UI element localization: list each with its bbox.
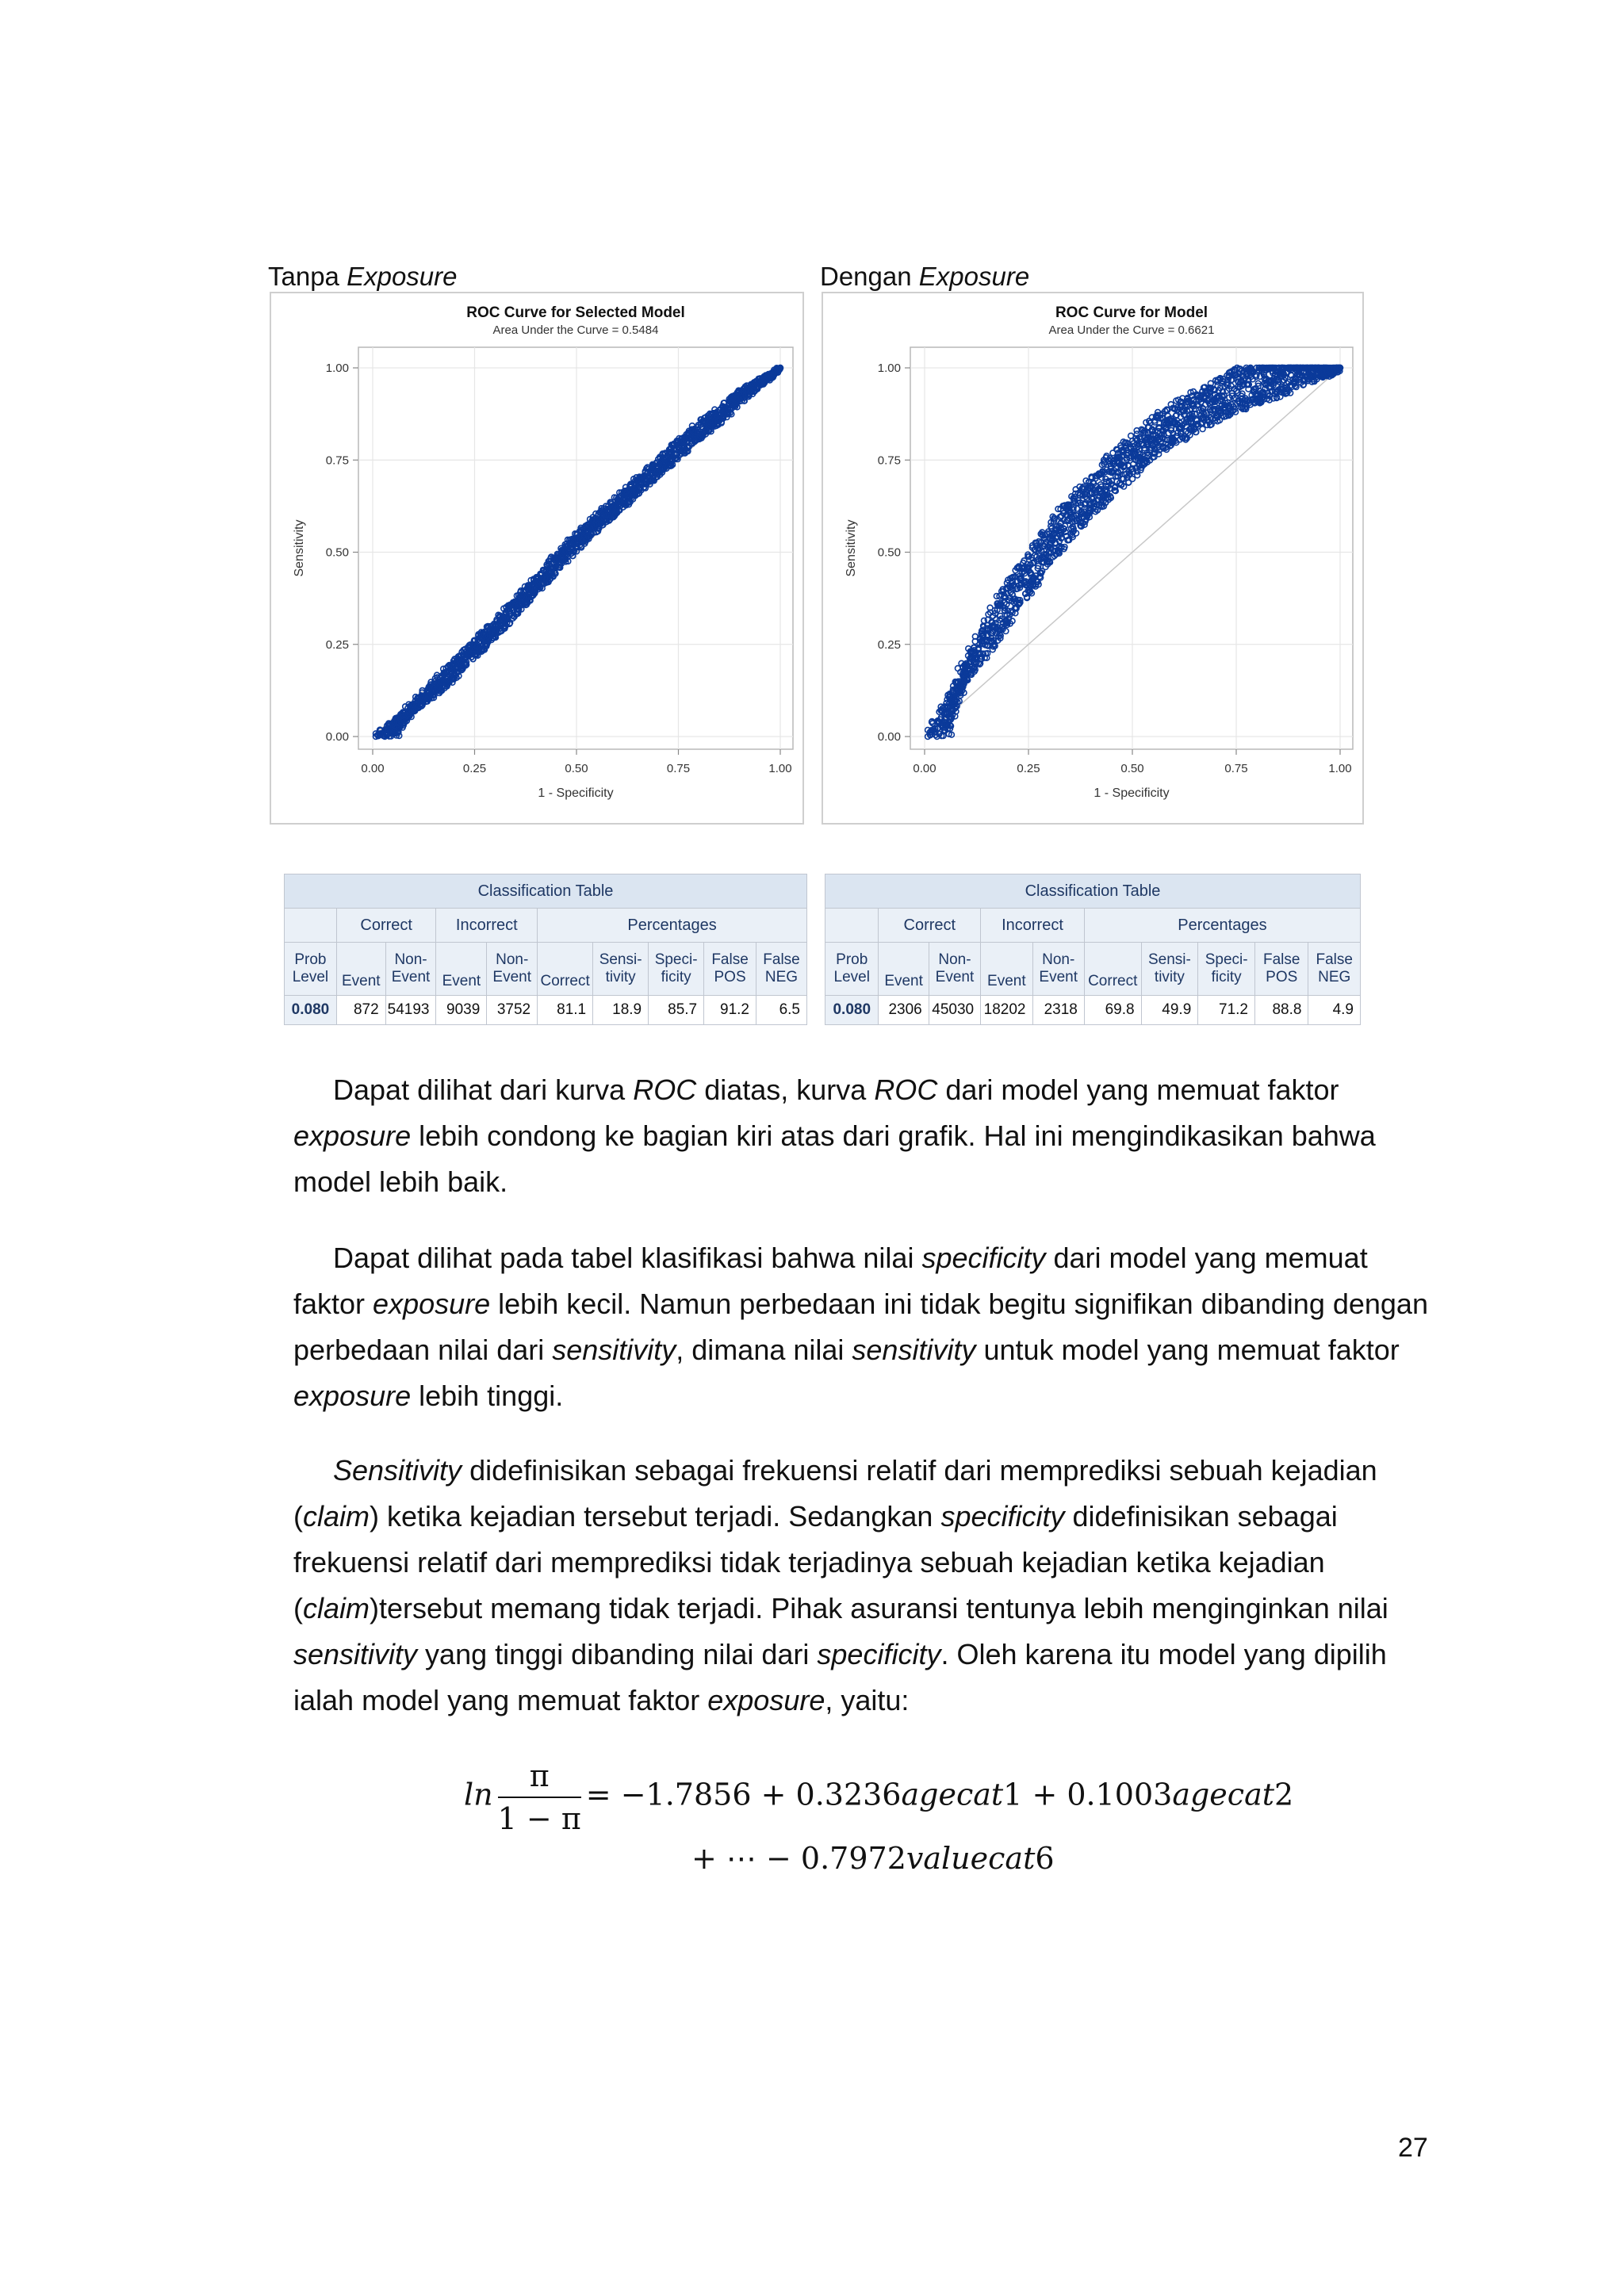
column-header <box>336 943 385 996</box>
table-cell: 81.1 <box>538 996 593 1025</box>
tick-label-y: 0.50 <box>877 545 901 560</box>
column-header <box>1141 943 1198 996</box>
roc-panel-right <box>822 292 1364 825</box>
paragraph-roc-comparison <box>293 1067 1435 1205</box>
table-cell: 71.2 <box>1198 996 1255 1025</box>
tick-label-y: 0.75 <box>325 453 349 468</box>
column-header <box>929 943 980 996</box>
table-cell: 88.8 <box>1254 996 1308 1025</box>
header-text: Non- <box>394 951 427 968</box>
table-title: Classification Table <box>825 874 1361 909</box>
plot-frame <box>910 347 1353 749</box>
table-title: Classification Table <box>285 874 807 909</box>
text-run: ) ketika kejadian tersebut terjadi. Sedangkan <box>370 1500 941 1533</box>
table-cell: 9039 <box>436 996 487 1025</box>
table-cell: 2318 <box>1032 996 1084 1025</box>
axis-label-y: Sensitivity <box>293 519 306 577</box>
header-text: Non- <box>1042 951 1075 968</box>
classification-table-right <box>825 874 1361 1025</box>
column-header <box>1308 943 1361 996</box>
text-run: , dimana nilai <box>676 1334 852 1366</box>
text-run: Dapat dilihat pada tabel klasifikasi bahwa nilai <box>333 1242 922 1274</box>
tick-label-x: 0.75 <box>1224 762 1248 775</box>
column-header <box>1254 943 1308 996</box>
group-header: Correct <box>336 909 436 943</box>
column-header <box>487 943 538 996</box>
column-header <box>879 943 929 996</box>
text-run: lebih condong ke bagian kiri atas dari grafik. Hal ini mengindikasikan bahwa model lebih baik. <box>293 1119 1376 1198</box>
italic-term: specificity <box>921 1242 1046 1274</box>
table-cell: 18202 <box>981 996 1032 1025</box>
text-run: diatas, kurva <box>696 1073 875 1106</box>
equation-line-2: + ⋯ − 0.7972valuecat6 <box>691 1841 1055 1876</box>
italic-term: exposure <box>707 1684 825 1716</box>
header-text: Event <box>1039 969 1078 985</box>
tick-label-y: 1.00 <box>877 362 901 375</box>
header-text: Non- <box>938 951 971 968</box>
tick-label-x: 1.00 <box>768 762 792 775</box>
italic-term: claim <box>303 1500 370 1533</box>
header-text: Correct <box>540 973 590 989</box>
equation-line-1: ln $\frac{\pi}{1 - \pi}$ = −1.7856 + 0.3236agecat1 + 0.1003agecat2 <box>464 1758 1294 1836</box>
text-run: dari model yang memuat faktor <box>937 1073 1339 1106</box>
italic-term: specificity <box>940 1500 1065 1533</box>
header-text: Event <box>935 969 975 985</box>
column-header <box>593 943 649 996</box>
text-run: didefinisikan sebagai frekuensi relatif dari memprediksi tidak terjadinya sebuah kejadian ketika kejadian ( <box>293 1500 1338 1624</box>
header-text: tivity <box>1154 969 1185 985</box>
tick-label-x: 0.50 <box>565 762 588 775</box>
header-text: Level <box>292 969 329 985</box>
header-text: tivity <box>605 969 636 985</box>
column-header <box>649 943 704 996</box>
chart-title: ROC Curve for Selected Model <box>466 304 685 321</box>
axis-label-x: 1 - Specificity <box>538 786 614 800</box>
header-text: Event <box>391 969 431 985</box>
roc-panel-left <box>270 292 804 825</box>
roc-chart-right <box>823 293 1362 823</box>
header-text: ficity <box>1211 969 1242 985</box>
italic-term: Sensitivity <box>333 1454 462 1487</box>
chart-subtitle: Area Under the Curve = 0.5484 <box>492 323 659 337</box>
header-text: Speci- <box>654 951 698 968</box>
column-header <box>385 943 436 996</box>
text-run: , yaitu: <box>825 1684 910 1716</box>
header-text: Non- <box>496 951 529 968</box>
column-header <box>981 943 1032 996</box>
header-text: Event <box>884 973 923 989</box>
tick-label-x: 0.00 <box>361 762 385 775</box>
tick-label-y: 0.50 <box>325 545 349 560</box>
italic-term: sensitivity <box>293 1638 418 1670</box>
header-text: False <box>763 951 800 968</box>
tick-label-y: 0.25 <box>325 637 349 652</box>
table-cell: 6.5 <box>756 996 807 1025</box>
tick-label-x: 0.25 <box>462 762 487 775</box>
paragraph-specificity <box>293 1235 1435 1419</box>
table-cell: 85.7 <box>649 996 704 1025</box>
column-header <box>436 943 487 996</box>
italic-term: exposure <box>373 1288 491 1320</box>
header-text: Prob <box>294 951 327 968</box>
axis-label-x: 1 - Specificity <box>1094 786 1170 800</box>
group-header: Percentages <box>538 909 807 943</box>
group-blank <box>825 909 879 943</box>
tick-label-y: 0.25 <box>877 637 901 652</box>
column-header <box>285 943 337 996</box>
chart-title: ROC Curve for Model <box>1055 304 1208 321</box>
tick-label-x: 0.00 <box>913 762 936 775</box>
header-text: Prob <box>836 951 868 968</box>
header-text: Speci- <box>1205 951 1248 968</box>
italic-term: claim <box>303 1592 370 1624</box>
header-text: Sensi- <box>599 951 642 968</box>
text-run: dari model yang memuat faktor <box>293 1242 1368 1320</box>
text-run: yang tinggi dibanding nilai dari <box>417 1638 818 1670</box>
text-run: untuk model yang memuat faktor <box>975 1334 1400 1366</box>
italic-term: exposure <box>293 1380 412 1412</box>
table-cell: 18.9 <box>593 996 649 1025</box>
group-header: Percentages <box>1084 909 1360 943</box>
paragraph-definition <box>293 1448 1435 1724</box>
roc-chart-left <box>271 293 802 823</box>
tick-label-y: 0.75 <box>877 453 901 468</box>
column-header <box>704 943 756 996</box>
axis-label-y: Sensitivity <box>845 519 858 577</box>
header-text: POS <box>1266 969 1298 985</box>
table-cell: 2306 <box>879 996 929 1025</box>
tick-label-y: 0.00 <box>325 730 349 744</box>
caption-left: Tanpa Exposure <box>268 262 458 291</box>
tick-label-y: 1.00 <box>325 362 349 375</box>
table-cell: 69.8 <box>1084 996 1141 1025</box>
group-header: Incorrect <box>436 909 538 943</box>
column-header <box>825 943 879 996</box>
header-text: False <box>711 951 749 968</box>
page-number: 27 <box>1398 2133 1428 2163</box>
tick-label-x: 0.25 <box>1017 762 1040 775</box>
italic-term: ROC <box>874 1073 938 1106</box>
header-text: Level <box>833 969 870 985</box>
tick-label-x: 0.75 <box>666 762 691 775</box>
group-blank <box>285 909 337 943</box>
table-cell: 54193 <box>385 996 436 1025</box>
caption-right: Dengan Exposure <box>820 262 1030 291</box>
header-text: Sensi- <box>1148 951 1191 968</box>
header-text: Event <box>987 973 1026 989</box>
text-run: . Oleh karena itu model yang dipilih ialah model yang memuat faktor <box>293 1638 1387 1716</box>
tick-label-x: 0.50 <box>1120 762 1144 775</box>
header-text: ficity <box>661 969 691 985</box>
table-cell: 4.9 <box>1308 996 1361 1025</box>
table-cell: 49.9 <box>1141 996 1198 1025</box>
text-run: Dapat dilihat dari kurva <box>333 1073 634 1106</box>
table-cell: 872 <box>336 996 385 1025</box>
prob-level-cell: 0.080 <box>825 996 879 1025</box>
header-text: False <box>1262 951 1300 968</box>
header-text: Event <box>442 973 481 989</box>
header-text: Correct <box>1088 973 1138 989</box>
column-header <box>538 943 593 996</box>
header-text: Event <box>492 969 531 985</box>
column-header <box>1084 943 1141 996</box>
table-cell: 91.2 <box>704 996 756 1025</box>
header-text: False <box>1316 951 1353 968</box>
italic-term: sensitivity <box>852 1334 976 1366</box>
group-header: Correct <box>879 909 981 943</box>
italic-term: sensitivity <box>552 1334 676 1366</box>
text-run: lebih tinggi. <box>411 1380 564 1412</box>
column-header <box>1032 943 1084 996</box>
text-run: didefinisikan sebagai frekuensi relatif dari memprediksi sebuah kejadian ( <box>293 1454 1377 1533</box>
header-text: NEG <box>1318 969 1351 985</box>
classification-table-left <box>284 874 807 1025</box>
chart-subtitle: Area Under the Curve = 0.6621 <box>1048 323 1215 337</box>
column-header <box>756 943 807 996</box>
table-cell: 45030 <box>929 996 980 1025</box>
equation-fraction: $\frac{\pi}{1 - \pi}$ <box>497 1758 581 1836</box>
italic-term: specificity <box>817 1638 941 1670</box>
header-text: POS <box>714 969 746 985</box>
group-header: Incorrect <box>981 909 1085 943</box>
table-cell: 3752 <box>487 996 538 1025</box>
italic-term: ROC <box>633 1073 697 1106</box>
tick-label-y: 0.00 <box>877 730 901 744</box>
prob-level-cell: 0.080 <box>285 996 337 1025</box>
italic-term: exposure <box>293 1119 412 1152</box>
header-text: Event <box>341 973 381 989</box>
header-text: NEG <box>764 969 799 985</box>
text-run: lebih kecil. Namun perbedaan ini tidak begitu signifikan dibanding dengan perbedaan nilai dari <box>293 1288 1428 1366</box>
tick-label-x: 1.00 <box>1328 762 1352 775</box>
column-header <box>1198 943 1255 996</box>
text-run: )tersebut memang tidak terjadi. Pihak asuransi tentunya lebih menginginkan nilai <box>370 1592 1388 1624</box>
